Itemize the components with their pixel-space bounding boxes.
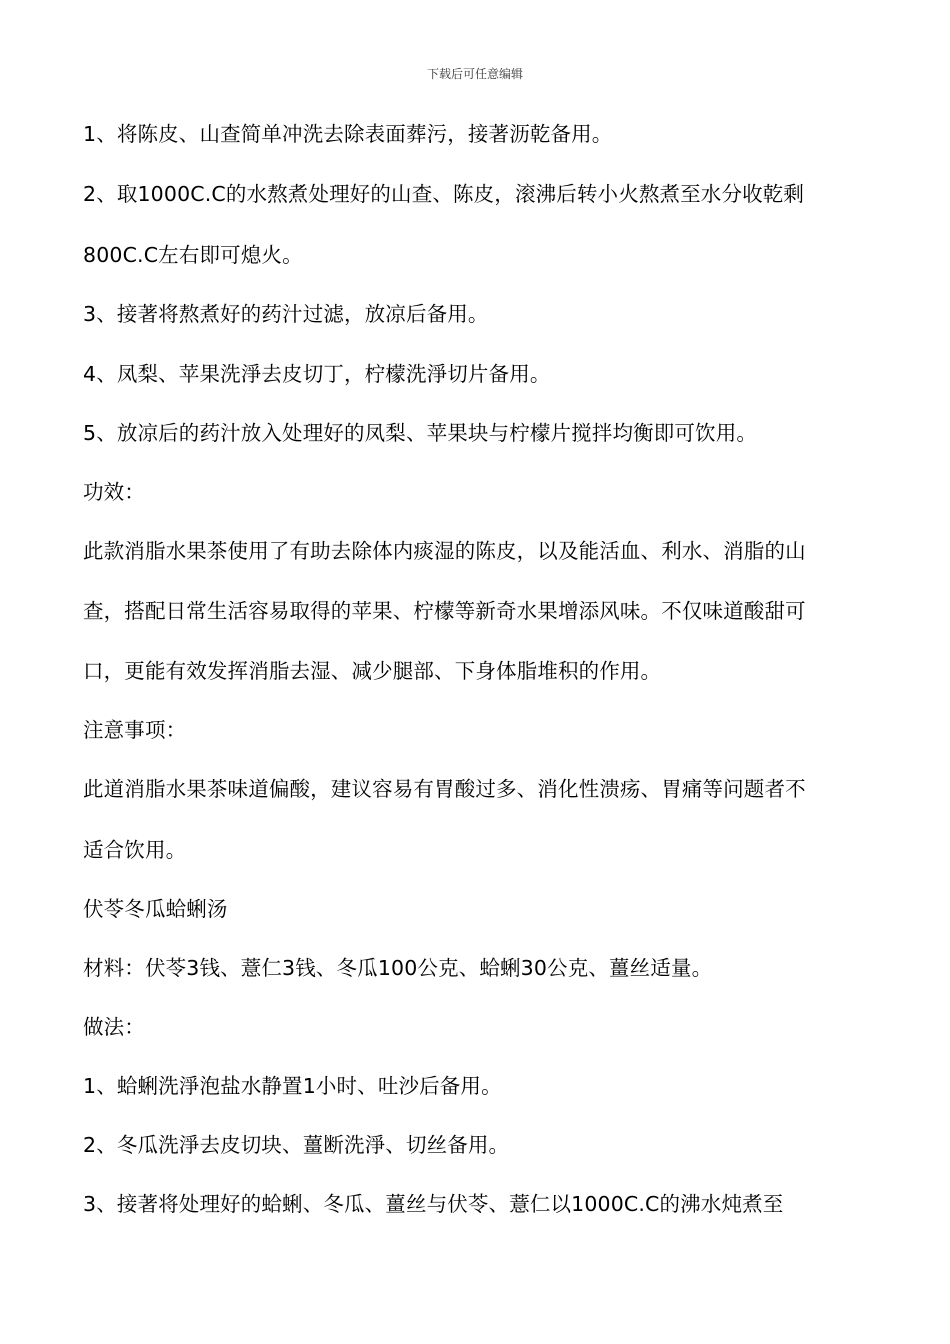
paragraph-line: 2、取1000C.C的水熬煮处理好的山查、陈皮，滚沸后转小火熬煮至水分收乾剩 bbox=[83, 182, 805, 206]
page-header: 下载后可任意编辑 bbox=[426, 67, 523, 81]
paragraph-line: 3、接著将熬煮好的药汁过滤，放凉后备用。 bbox=[83, 302, 489, 326]
paragraph-line: 5、放凉后的药汁放入处理好的凤梨、苹果块与柠檬片搅拌均衡即可饮用。 bbox=[83, 421, 757, 445]
paragraph-line: 材料：伏苓3钱、薏仁3钱、冬瓜100公克、蛤蜊30公克、薑丝适量。 bbox=[83, 956, 713, 980]
paragraph-line: 此道消脂水果茶味道偏酸，建议容易有胃酸过多、消化性溃疡、胃痛等问题者不 bbox=[83, 777, 806, 801]
paragraph-line: 查，搭配日常生活容易取得的苹果、柠檬等新奇水果增添风味。不仅味道酸甜可 bbox=[83, 599, 806, 623]
paragraph-line: 适合饮用。 bbox=[83, 838, 187, 862]
paragraph-line: 口，更能有效发挥消脂去湿、减少腿部、下身体脂堆积的作用。 bbox=[83, 659, 662, 683]
paragraph-line: 4、凤梨、苹果洗淨去皮切丁，柠檬洗淨切片备用。 bbox=[83, 362, 551, 386]
paragraph-line: 800C.C左右即可熄火。 bbox=[83, 243, 303, 267]
paragraph-line: 此款消脂水果茶使用了有助去除体内痰湿的陈皮，以及能活血、利水、消脂的山 bbox=[83, 539, 806, 563]
paragraph-line: 1、蛤蜊洗淨泡盐水静置1小时、吐沙后备用。 bbox=[83, 1074, 502, 1098]
section-heading: 功效： bbox=[83, 480, 145, 504]
section-heading: 做法： bbox=[83, 1015, 145, 1039]
paragraph-line: 3、接著将处理好的蛤蜊、冬瓜、薑丝与伏苓、薏仁以1000C.C的沸水炖煮至 bbox=[83, 1192, 784, 1216]
paragraph-line: 2、冬瓜洗淨去皮切块、薑断洗淨、切丝备用。 bbox=[83, 1133, 510, 1157]
recipe-title: 伏苓冬瓜蛤蜊汤 bbox=[83, 897, 228, 921]
section-heading: 注意事项： bbox=[83, 718, 187, 742]
paragraph-line: 1、将陈皮、山查简单冲洗去除表面葬污，接著沥乾备用。 bbox=[83, 122, 613, 146]
